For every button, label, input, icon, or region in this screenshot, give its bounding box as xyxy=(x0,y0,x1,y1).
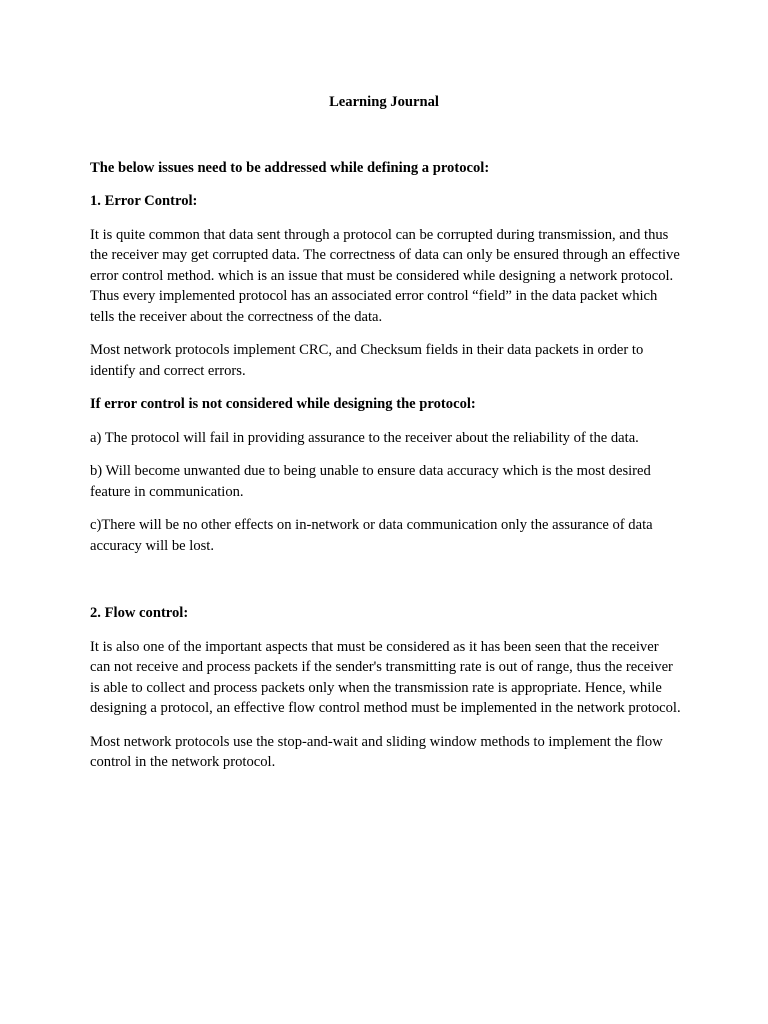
section-subheading: If error control is not considered while designing the protocol: xyxy=(90,396,476,412)
section-heading: 2. Flow control: xyxy=(90,605,189,621)
list-item: c)There will be no other effects on in-network or data communication only the assurance of data accuracy will be lost. xyxy=(90,517,653,554)
section-heading: 1. Error Control: xyxy=(90,193,198,209)
paragraph: It is quite common that data sent through a protocol can be corrupted during transmission, and thus the receiver may get corrupted data. The correctness of data can only be ensured through an effective error control method. which is an issue that must be considered while designing a network protocol. Thus every implemented protocol has an associated error control “field” in the data packet which tells the receiver about the correctness of the data. xyxy=(90,226,680,325)
list-item: b) Will become unwanted due to being unable to ensure data accuracy which is the most desired feature in communication. xyxy=(90,463,651,500)
paragraph: Most network protocols use the stop-and-wait and sliding window methods to implement the flow control in the network protocol. xyxy=(90,733,663,770)
page-title: Learning Journal xyxy=(329,94,439,110)
intro-statement: The below issues need to be addressed while defining a protocol: xyxy=(90,159,490,176)
paragraph: Most network protocols implement CRC, and Checksum fields in their data packets in order to identify and correct errors. xyxy=(90,342,644,379)
document-body xyxy=(90,92,682,773)
section-error-control xyxy=(90,191,682,556)
paragraph: It is also one of the important aspects that must be considered as it has been seen that the receiver can not receive and process packets if the sender's transmitting rate is out of range, thus the receiver is able to collect and process packets only when the transmission rate is appropriate. Hence, while designing a protocol, an effective flow control method must be implemented in the network protocol. xyxy=(90,638,681,716)
section-flow-control xyxy=(90,603,682,773)
list-item: a) The protocol will fail in providing assurance to the receiver about the reliability of the data. xyxy=(90,429,639,446)
